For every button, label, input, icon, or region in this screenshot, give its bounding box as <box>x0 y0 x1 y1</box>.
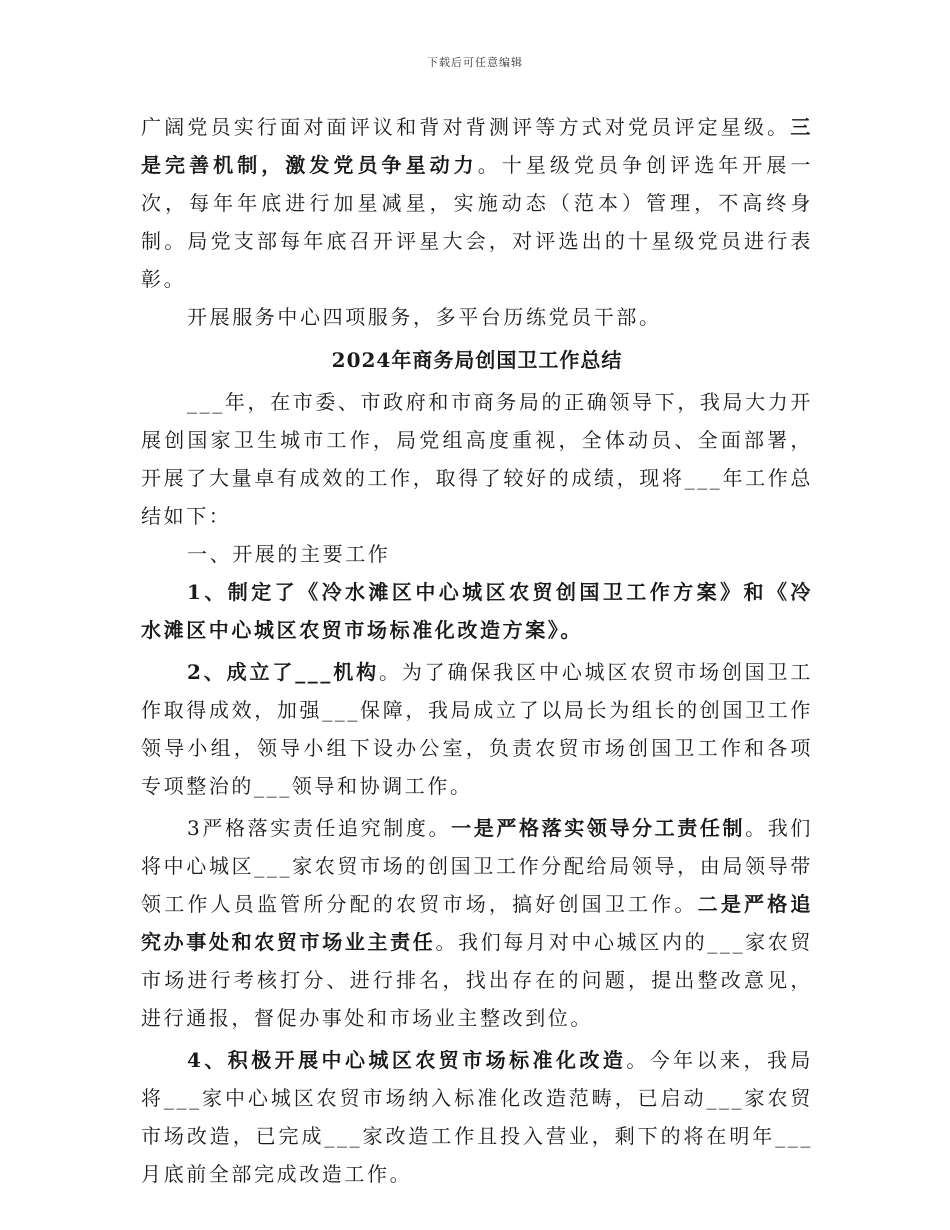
bold-phrase: 二是严格追究办事处和农贸市场业主责任 <box>141 892 813 954</box>
paragraph-item-3 <box>141 809 813 1037</box>
bold-phrase: 4、积极开展中心城区农贸市场标准化改造 <box>187 1048 627 1072</box>
bold-phrase: 三是完善机制，激发党员争星动力 <box>141 115 813 177</box>
section-heading: 一、开展的主要工作 <box>187 542 391 566</box>
paragraph-text: 。今年以来，我局将___家中心城区农贸市场纳入标准化改造范畴，已启动___家农贸市场改造，已完成___家改造工作且投入营业，剩下的将在明年___月底前全部完成改造工作。 <box>141 1048 813 1186</box>
document-title: 2024年商务局创国卫工作总结 <box>331 348 623 372</box>
paragraph-services: 开展服务中心四项服务，多平台历练党员干部。 <box>187 305 662 329</box>
paragraph-text: 广阔党员实行面对面评议和背对背测评等方式对党员评定星级。 <box>141 115 791 139</box>
bold-phrase: 一是严格落实领导分工责任制 <box>451 816 746 840</box>
paragraph-item-2 <box>141 653 813 805</box>
page-header: 下载后可任意编辑 <box>427 56 523 69</box>
paragraph-text: 。十星级党员争创评选年开展一次，每年年底进行加星减星，实施动态（范本）管理，不高终身制。局党支部每年底召开评星大会，对评选出的十星级党员进行表彰。 <box>141 153 814 291</box>
bold-phrase: 1、制定了《冷水滩区中心城区农贸创国卫工作方案》和《冷水滩区中心城区农贸市场标准化改造方案》。 <box>141 580 813 642</box>
paragraph-text: 。我们每月对中心城区内的___家农贸市场进行考核打分、进行排名，找出存在的问题，提出整改意见，进行通报，督促办事处和市场业主整改到位。 <box>141 930 813 1030</box>
paragraph-star-rating <box>141 108 813 298</box>
paragraph-text: 3严格落实责任追究制度。 <box>187 816 452 840</box>
paragraph-item-1 <box>141 573 813 649</box>
paragraph-item-4 <box>141 1041 813 1193</box>
bold-phrase: 2、成立了___机构 <box>187 660 379 684</box>
paragraph-text: 。为了确保我区中心城区农贸市场创国卫工作取得成效，加强___保障，我局成立了以局长为组长的创国卫工作领导小组，领导小组下设办公室，负责农贸市场创国卫工作和各项专项整治的___领导和协调工作。 <box>141 660 813 798</box>
paragraph-intro: ___年，在市委、市政府和市商务局的正确领导下，我局大力开展创国家卫生城市工作，局党组高度重视，全体动员、全面部署，开展了大量卓有成效的工作，取得了较好的成绩，现将___年工作总结如下： <box>141 390 813 528</box>
paragraph-text: 。我们将中心城区___家农贸市场的创国卫工作分配给局领导，由局领导带领工作人员监管所分配的农贸市场，搞好创国卫工作。 <box>141 816 813 916</box>
document-body <box>141 108 813 1193</box>
